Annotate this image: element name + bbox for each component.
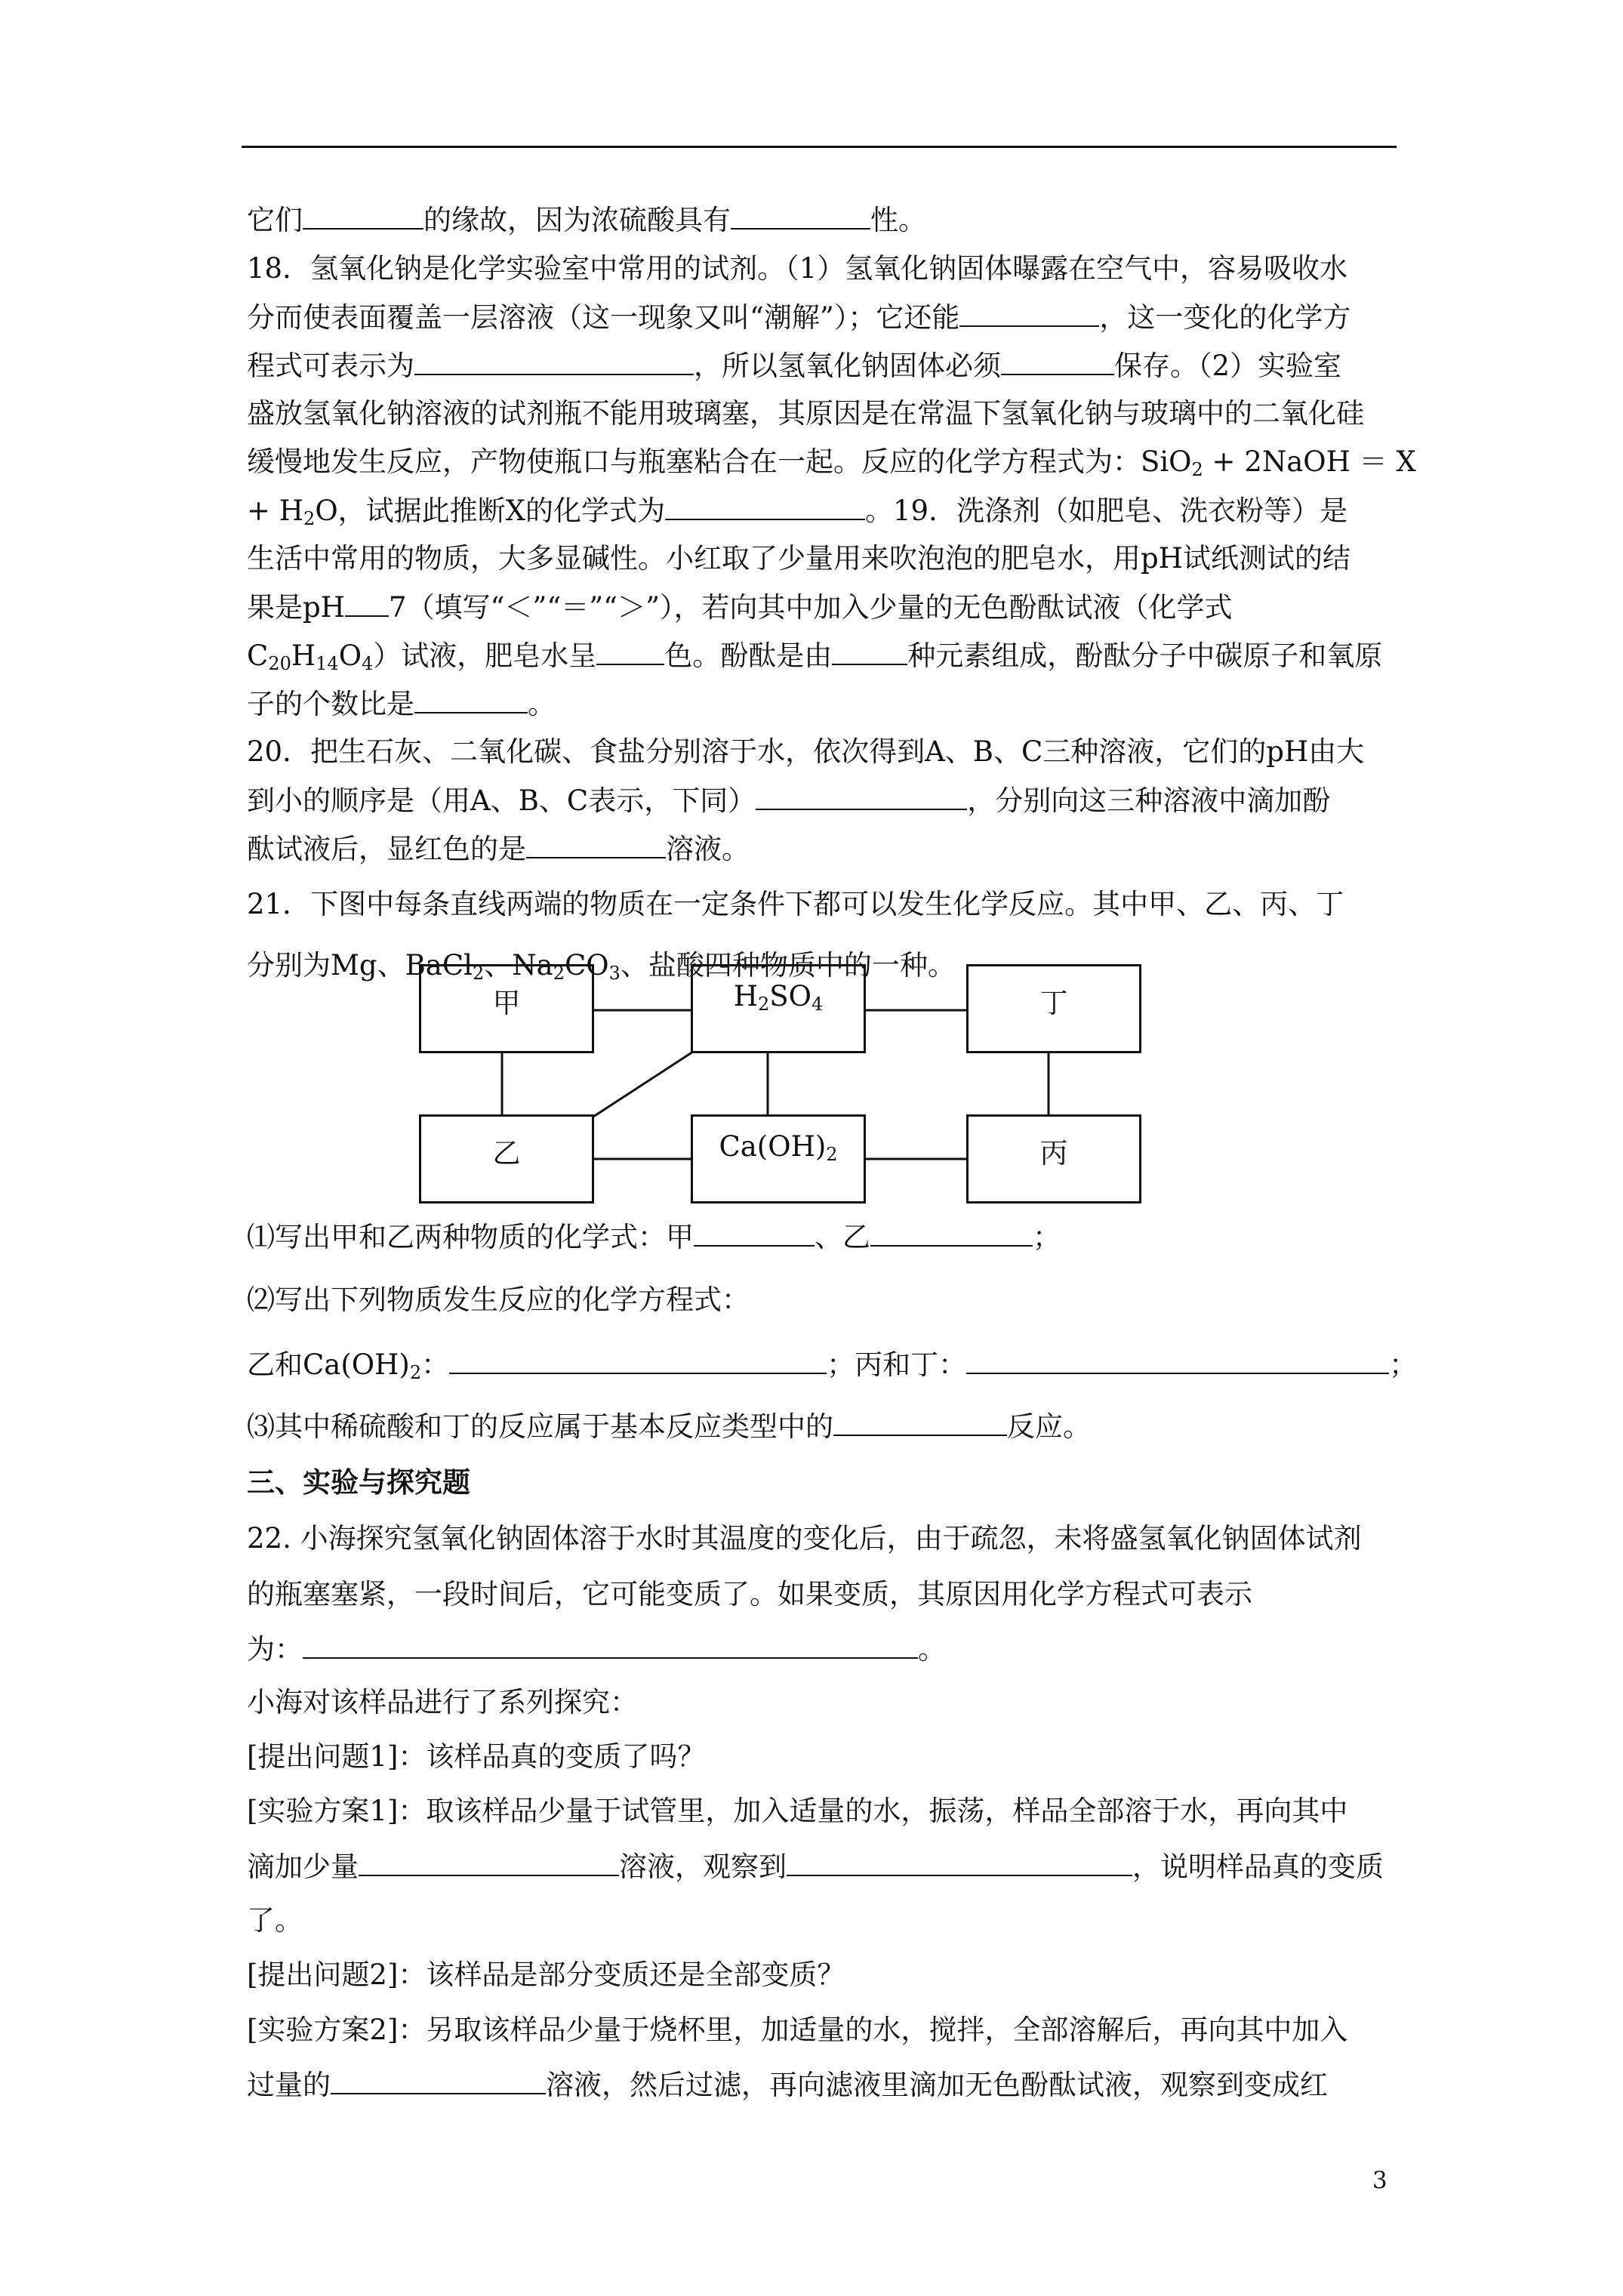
q22-line-7 bbox=[247, 1848, 1384, 1886]
answer-blank[interactable] bbox=[596, 636, 664, 665]
text: + H bbox=[247, 495, 304, 527]
text: + 2NaOH ＝ X bbox=[1203, 445, 1416, 478]
text: 它们 bbox=[247, 204, 303, 236]
text: ： bbox=[421, 1348, 450, 1381]
text: H bbox=[733, 980, 759, 1012]
q21-part-2: ⑵写出下列物质发生反应的化学方程式： bbox=[247, 1284, 750, 1316]
answer-blank[interactable] bbox=[756, 781, 967, 810]
box-h2so4 bbox=[691, 964, 866, 1053]
q18-line-2 bbox=[247, 298, 1350, 337]
text: ⑶其中稀硫酸和丁的反应属于基本反应类型中的 bbox=[247, 1410, 833, 1443]
answer-blank[interactable] bbox=[832, 636, 907, 665]
text: 。 bbox=[528, 688, 556, 720]
text: ； bbox=[1389, 1348, 1418, 1381]
subscript: 2 bbox=[826, 1144, 838, 1165]
answer-blank[interactable] bbox=[833, 1407, 1007, 1436]
text: ；丙和丁： bbox=[827, 1348, 967, 1381]
answer-blank[interactable] bbox=[731, 201, 870, 230]
answer-blank[interactable] bbox=[959, 298, 1099, 327]
answer-blank[interactable] bbox=[303, 1630, 918, 1659]
text: 溶液。 bbox=[666, 833, 750, 865]
q22-line-6: [实验方案1]：取该样品少量于试管里，加入适量的水，振荡，样品全部溶于水，再向其中 bbox=[247, 1795, 1348, 1827]
subscript: 3 bbox=[608, 963, 621, 984]
box-label: 丙 bbox=[1039, 1137, 1068, 1170]
box-bing bbox=[966, 1114, 1141, 1203]
q22-line-8: 了。 bbox=[247, 1904, 303, 1937]
answer-blank[interactable] bbox=[870, 1218, 1033, 1247]
answer-blank[interactable] bbox=[1001, 347, 1114, 375]
q19-line-3 bbox=[247, 636, 1382, 683]
text: 溶液，观察到 bbox=[619, 1851, 787, 1883]
text: 为： bbox=[247, 1633, 303, 1666]
subscript: 2 bbox=[409, 1362, 422, 1383]
text: SO bbox=[769, 980, 812, 1012]
box-label: 丁 bbox=[1039, 987, 1068, 1019]
q20-line-1: 20．把生石灰、二氧化碳、食盐分别溶于水，依次得到A、B、C三种溶液，它们的pH由大 bbox=[247, 735, 1365, 768]
text: 分别为Mg、BaCl bbox=[247, 949, 473, 982]
text: 种元素组成，酚酞分子中碳原子和氧原 bbox=[907, 639, 1383, 672]
box-yi bbox=[419, 1114, 594, 1203]
answer-blank[interactable] bbox=[359, 1848, 619, 1876]
subscript: 14 bbox=[316, 653, 339, 674]
subscript: 20 bbox=[268, 653, 291, 674]
subscript: 2 bbox=[758, 994, 770, 1015]
q22-line-1: 22. 小海探究氢氧化钠固体溶于水时其温度的变化后，由于疏忽，未将盛氢氧化钠固体试剂 bbox=[247, 1522, 1362, 1555]
q22-line-10: [实验方案2]：另取该样品少量于烧杯里，加适量的水，搅拌，全部溶解后，再向其中加入 bbox=[247, 2014, 1348, 2046]
q19-line-2 bbox=[247, 588, 1233, 627]
text: 。 bbox=[918, 1633, 946, 1666]
q21-line-1: 21．下图中每条直线两端的物质在一定条件下都可以发生化学反应。其中甲、乙、丙、丁 bbox=[247, 888, 1344, 920]
text: ，说明样品真的变质 bbox=[1132, 1851, 1384, 1883]
text: C bbox=[247, 639, 269, 672]
q22-line-4: 小海对该样品进行了系列探究： bbox=[247, 1686, 638, 1718]
box-ding bbox=[966, 964, 1141, 1053]
q20-line-3 bbox=[247, 830, 750, 868]
text: 、盐酸四种物质中的一种。 bbox=[620, 949, 956, 982]
q18-line-6 bbox=[247, 492, 1347, 538]
text: CO bbox=[564, 949, 609, 982]
text: 分而使表面覆盖一层溶液（这一现象又叫“潮解”）；它还能 bbox=[247, 301, 960, 334]
subscript: 2 bbox=[553, 963, 565, 984]
q18-line-3 bbox=[247, 347, 1341, 385]
q17-tail-line bbox=[247, 201, 926, 239]
text: ）试液，肥皂水呈 bbox=[373, 639, 597, 672]
text: 的缘故，因为浓硫酸具有 bbox=[423, 204, 731, 236]
box-label: 乙 bbox=[492, 1137, 521, 1170]
text: 色。酚酞是由 bbox=[664, 639, 833, 672]
q20-line-2 bbox=[247, 781, 1330, 820]
q22-line-3 bbox=[247, 1630, 946, 1669]
box-caoh2 bbox=[691, 1114, 866, 1203]
text: ； bbox=[1033, 1221, 1061, 1253]
subscript: 2 bbox=[1191, 459, 1203, 480]
text: 保存。（2）实验室 bbox=[1114, 350, 1342, 382]
answer-blank[interactable] bbox=[414, 347, 694, 375]
answer-blank[interactable] bbox=[449, 1345, 827, 1374]
header-rule bbox=[242, 146, 1397, 148]
text: 到小的顺序是（用A、B、C表示，下同） bbox=[247, 784, 756, 817]
text: 程式可表示为 bbox=[247, 350, 414, 382]
text: 。19．洗涤剂（如肥皂、洗衣粉等）是 bbox=[865, 495, 1348, 527]
section-title: 三、实验与探究题 bbox=[247, 1465, 470, 1499]
text: ，这一变化的化学方 bbox=[1099, 301, 1351, 334]
answer-blank[interactable] bbox=[665, 492, 865, 520]
q22-line-5: [提出问题1]：该样品真的变质了吗？ bbox=[247, 1740, 706, 1773]
text: 性。 bbox=[870, 204, 926, 236]
answer-blank[interactable] bbox=[345, 588, 389, 617]
q18-line-1: 18．氢氧化钠是化学实验室中常用的试剂。（1）氢氧化钠固体曝露在空气中，容易吸收水 bbox=[247, 252, 1348, 285]
q21-part-1 bbox=[247, 1218, 1061, 1256]
connector-h2so4-yi bbox=[593, 1052, 693, 1117]
text: 缓慢地发生反应，产物使瓶口与瓶塞粘合在一起。反应的化学方程式为：SiO bbox=[247, 445, 1192, 478]
text: 子的个数比是 bbox=[247, 688, 414, 720]
q18-line-4: 盛放氢氧化钠溶液的试剂瓶不能用玻璃塞，其原因是在常温下氢氧化钠与玻璃中的二氧化硅 bbox=[247, 397, 1364, 430]
q21-part-3 bbox=[247, 1407, 1091, 1446]
text: 乙和Ca(OH) bbox=[247, 1348, 410, 1381]
answer-blank[interactable] bbox=[694, 1218, 815, 1247]
q19-line-1: 生活中常用的物质，大多显碱性。小红取了少量用来吹泡泡的肥皂水，用pH试纸测试的结 bbox=[247, 542, 1350, 575]
text: 7（填写“＜”“＝”“＞”），若向其中加入少量的无色酚酞试液（化学式 bbox=[388, 591, 1233, 624]
text: 反应。 bbox=[1007, 1410, 1091, 1443]
text: 、Na bbox=[484, 949, 553, 982]
text: 、乙 bbox=[815, 1221, 870, 1253]
text: 酞试液后，显红色的是 bbox=[247, 833, 526, 865]
box-label bbox=[734, 980, 824, 1051]
text: Ca(OH) bbox=[719, 1130, 827, 1163]
answer-blank[interactable] bbox=[966, 1345, 1389, 1374]
text: ，分别向这三种溶液中滴加酚 bbox=[967, 784, 1331, 817]
q18-line-5 bbox=[247, 443, 1416, 488]
answer-blank[interactable] bbox=[414, 685, 528, 713]
subscript: 4 bbox=[811, 994, 824, 1015]
q22-line-2: 的瓶塞塞紧，一段时间后，它可能变质了。如果变质，其原因用化学方程式可表示 bbox=[247, 1578, 1252, 1610]
subscript: 2 bbox=[472, 963, 485, 984]
text: 过量的 bbox=[247, 2069, 331, 2101]
answer-blank[interactable] bbox=[303, 201, 423, 230]
text: 果是pH bbox=[247, 591, 345, 624]
q19-line-4 bbox=[247, 685, 556, 723]
answer-blank[interactable] bbox=[787, 1848, 1132, 1876]
box-label: 甲 bbox=[492, 987, 521, 1019]
q22-line-11 bbox=[247, 2066, 1328, 2104]
text: ，所以氢氧化钠固体必须 bbox=[694, 350, 1001, 382]
answer-blank[interactable] bbox=[331, 2066, 546, 2094]
answer-blank[interactable] bbox=[526, 830, 666, 858]
text: O，试据此推断X的化学式为 bbox=[315, 495, 665, 527]
subscript: 4 bbox=[362, 653, 374, 674]
q21-part-2-equations bbox=[247, 1345, 1417, 1391]
box-label bbox=[719, 1130, 837, 1201]
subscript: 2 bbox=[303, 508, 316, 529]
box-jia bbox=[419, 964, 594, 1053]
page-number: 3 bbox=[1372, 2167, 1387, 2194]
text: 滴加少量 bbox=[247, 1851, 359, 1883]
text: O bbox=[338, 639, 362, 672]
text: 溶液，然后过滤，再向滤液里滴加无色酚酞试液，观察到变成红 bbox=[546, 2069, 1328, 2101]
q22-line-9: [提出问题2]：该样品是部分变质还是全部变质？ bbox=[247, 1959, 845, 1991]
text: H bbox=[291, 639, 316, 672]
text: ⑴写出甲和乙两种物质的化学式：甲 bbox=[247, 1221, 694, 1253]
